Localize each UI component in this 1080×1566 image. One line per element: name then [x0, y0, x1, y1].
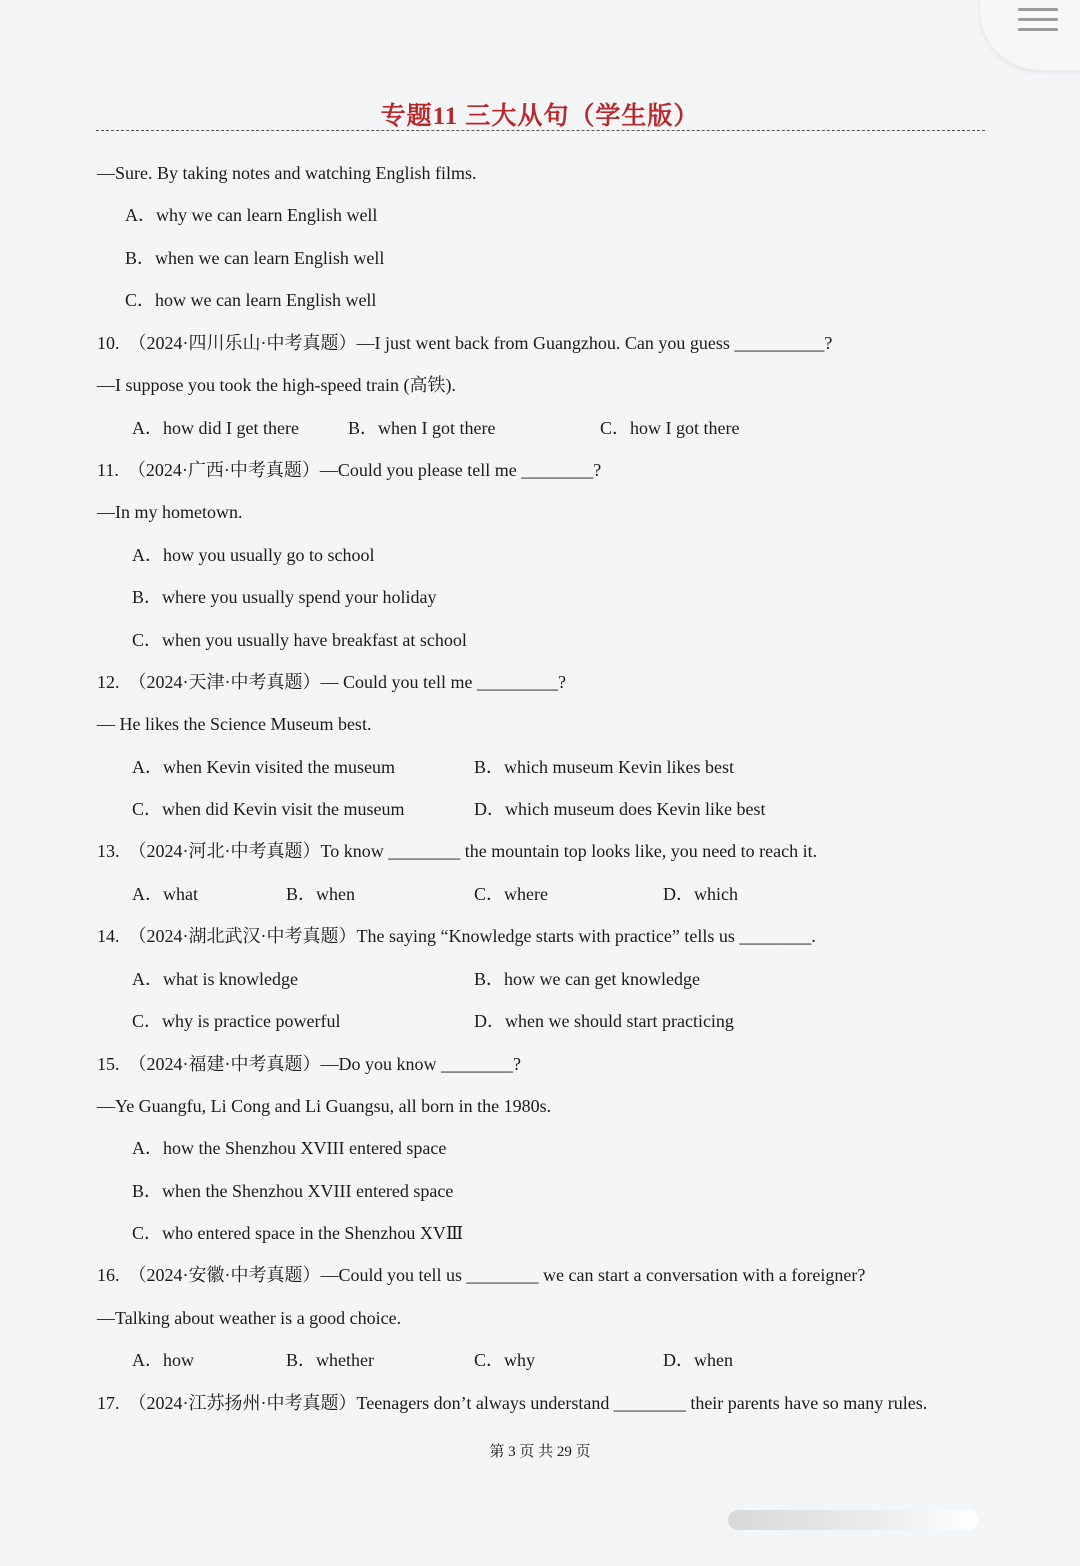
text-line: 11. （2024·广西·中考真题）—Could you please tell me ________? [97, 460, 602, 480]
text-line: A．how you usually go to school [132, 545, 375, 565]
text-line: 12. （2024·天津·中考真题）— Could you tell me _________? [97, 672, 566, 692]
text-line: 10. （2024·四川乐山·中考真题）—I just went back from Guangzhou. Can you guess __________? [97, 333, 833, 353]
page-number: 第 3 页 共 29 页 [489, 1444, 591, 1460]
text-line: 16. （2024·安徽·中考真题）—Could you tell us ________ we can start a conversation with a foreigner? [97, 1265, 866, 1285]
text-line: B．when the Shenzhou XVIII entered space [132, 1181, 454, 1201]
text-line: C．why [474, 1350, 536, 1370]
text-line: C．who entered space in the Shenzhou XVⅢ [132, 1223, 464, 1243]
text-line: 13. （2024·河北·中考真题）To know ________ the mountain top looks like, you need to reach it. [97, 841, 818, 861]
text-line: A．what is knowledge [132, 969, 298, 989]
text-line: D．which museum does Kevin like best [474, 799, 766, 819]
text-line: A．how [132, 1350, 194, 1370]
text-line: A．why we can learn English well [125, 205, 378, 225]
text-line: 14. （2024·湖北武汉·中考真题）The saying “Knowledge starts with practice” tells us ________. [97, 926, 816, 946]
text-line: —In my hometown. [97, 502, 243, 522]
text-line: D．when [663, 1350, 733, 1370]
text-line: C．how we can learn English well [125, 290, 377, 310]
text-line: A．when Kevin visited the museum [132, 757, 395, 777]
text-line: B．when I got there [348, 418, 496, 438]
text-line: C．why is practice powerful [132, 1011, 341, 1031]
text-line: 17. （2024·江苏扬州·中考真题）Teenagers don’t always understand ________ their parents have so many rules. [97, 1393, 928, 1413]
text-line: C．where [474, 884, 548, 904]
text-line: B．how we can get knowledge [474, 969, 700, 989]
text-line: — He likes the Science Museum best. [97, 714, 372, 734]
text-line: —I suppose you took the high-speed train (高铁). [97, 375, 456, 395]
text-line: B．when [286, 884, 355, 904]
text-line: C．when you usually have breakfast at school [132, 630, 467, 650]
text-line: B．whether [286, 1350, 374, 1370]
text-line: D．when we should start practicing [474, 1011, 734, 1031]
text-line: A．what [132, 884, 198, 904]
scroll-indicator[interactable] [728, 1510, 978, 1530]
text-line: 15. （2024·福建·中考真题）—Do you know ________? [97, 1054, 521, 1074]
text-line: A．how did I get there [132, 418, 299, 438]
text-line: C．how I got there [600, 418, 740, 438]
text-line: B．which museum Kevin likes best [474, 757, 734, 777]
text-line: —Talking about weather is a good choice. [97, 1308, 402, 1328]
text-line: B．where you usually spend your holiday [132, 587, 437, 607]
text-line: D．which [663, 884, 738, 904]
title-divider [96, 130, 985, 131]
text-line: —Sure. By taking notes and watching English films. [97, 163, 477, 183]
page-title: 专题11 三大从句（学生版） [380, 103, 700, 130]
text-line: C．when did Kevin visit the museum [132, 799, 405, 819]
text-line: —Ye Guangfu, Li Cong and Li Guangsu, all born in the 1980s. [97, 1096, 552, 1116]
text-line: A．how the Shenzhou XVIII entered space [132, 1138, 447, 1158]
text-line: B．when we can learn English well [125, 248, 385, 268]
